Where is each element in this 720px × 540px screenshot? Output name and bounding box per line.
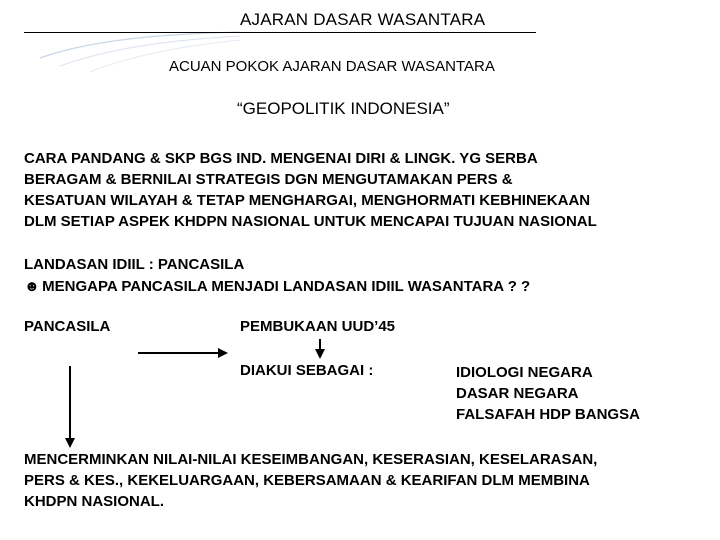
role-item: IDIOLOGI NEGARA bbox=[456, 364, 593, 381]
conclusion-line: PERS & KES., KEKELUARGAAN, KEBERSAMAAN & KEARIFAN DLM MEMBINA bbox=[24, 472, 590, 489]
conclusion-line: KHDPN NASIONAL. bbox=[24, 493, 165, 510]
page-subtitle: ACUAN POKOK AJARAN DASAR WASANTARA bbox=[169, 58, 495, 75]
definition-line: BERAGAM & BERNILAI STRATEGIS DGN MENGUTAMAKAN PERS & bbox=[24, 171, 513, 188]
diagram-pembukaan-label: PEMBUKAAN UUD’45 bbox=[240, 318, 396, 335]
diagram-pancasila-label: PANCASILA bbox=[24, 318, 111, 335]
landasan-line: LANDASAN IDIIL : PANCASILA bbox=[24, 256, 245, 273]
role-item: FALSAFAH HDP BANGSA bbox=[456, 406, 640, 423]
diagram-diakui-label: DIAKUI SEBAGAI : bbox=[240, 362, 374, 379]
topic-heading: “GEOPOLITIK INDONESIA” bbox=[237, 99, 450, 118]
page-title: AJARAN DASAR WASANTARA bbox=[240, 10, 486, 29]
question-text: MENGAPA PANCASILA MENJADI LANDASAN IDIIL WASANTARA ? ? bbox=[42, 278, 531, 295]
definition-line: KESATUAN WILAYAH & TETAP MENGHARGAI, MENGHORMATI KEBHINEKAAN bbox=[24, 192, 591, 209]
conclusion-paragraph bbox=[24, 449, 597, 512]
smiley-icon: ☻ bbox=[24, 278, 40, 295]
definition-line: CARA PANDANG & SKP BGS IND. MENGENAI DIRI & LINGK. YG SERBA bbox=[24, 150, 538, 167]
role-item: DASAR NEGARA bbox=[456, 385, 579, 402]
conclusion-line: MENCERMINKAN NILAI-NILAI KESEIMBANGAN, KESERASIAN, KESELARASAN, bbox=[24, 451, 598, 468]
definition-line: DLM SETIAP ASPEK KHDPN NASIONAL UNTUK MENCAPAI TUJUAN NASIONAL bbox=[24, 213, 597, 230]
